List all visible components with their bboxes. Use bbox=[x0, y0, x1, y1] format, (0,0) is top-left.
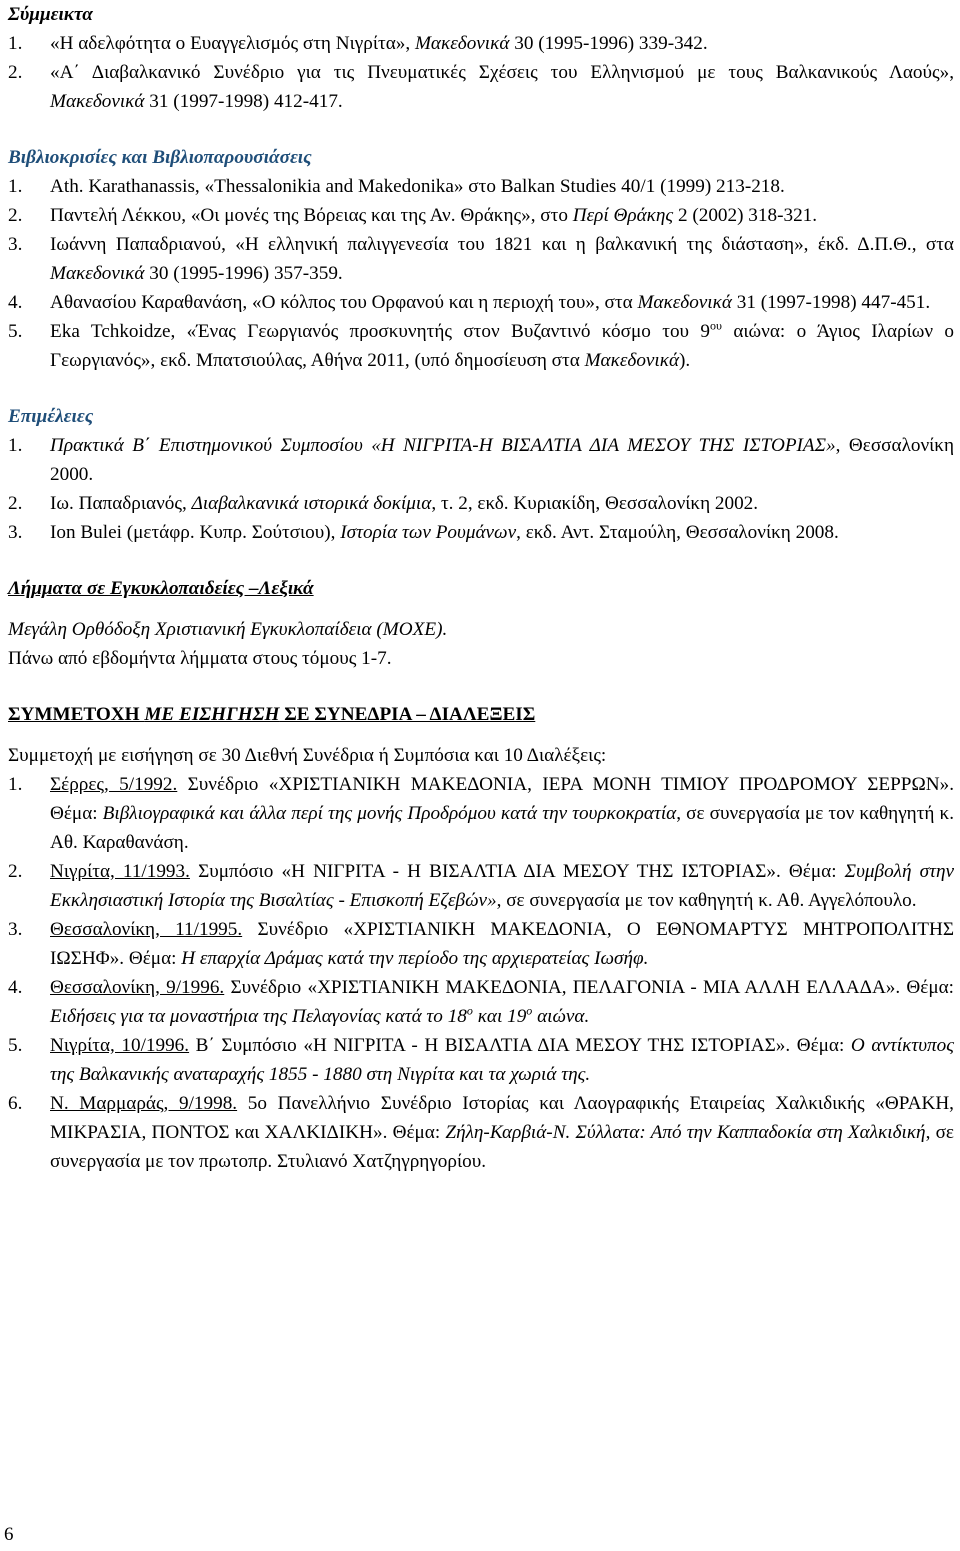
item-text: , σε συνεργασία με τον καθηγητή κ. Αθ. Αγγελόπουλο. bbox=[496, 890, 917, 911]
item-text: Συμπόσιο «Η ΝΙΓΡΙΤΑ - Η ΒΙΣΑΛΤΙΑ ΔΙΑ ΜΕΣΟΥ ΤΗΣ ΙΣΤΟΡΙΑΣ». Θέμα: bbox=[189, 861, 845, 882]
heading-reviews: Βιβλιοκρισίες και Βιβλιοπαρουσιάσεις bbox=[8, 147, 312, 168]
heading-encyclopedia: Λήμματα σε Εγκυκλοπαιδείες –Λεξικά bbox=[8, 578, 314, 599]
item-number: 2. bbox=[8, 861, 23, 882]
item-number: 5. bbox=[8, 321, 23, 342]
item-number: 6. bbox=[8, 1093, 23, 1114]
item-italic-text: Ειδήσεις για τα μοναστήρια της Πελαγονίας κατά το 18 bbox=[50, 1006, 467, 1027]
item-italic-text: Πρακτικά Β΄ Επιστημονικού Συμποσίου «Η ΝΙΓΡΙΤΑ-Η ΒΙΣΑΛΤΙΑ ΔΙΑ ΜΕΣΟΥ ΤΗΣ ΙΣΤΟΡΙΑΣ» bbox=[50, 435, 836, 456]
item-text: 30 (1995-1996) 357-359. bbox=[144, 263, 343, 284]
item-number: 4. bbox=[8, 977, 23, 998]
heading-part: ΣΥΜΜΕΤΟΧΗ bbox=[8, 704, 145, 725]
heading-conferences bbox=[8, 700, 954, 729]
item-text: Συνέδριο «ΧΡΙΣΤΙΑΝΙΚΗ ΜΑΚΕΔΟΝΙΑ, Ο ΕΘΝΟΜΑΡΤΥΣ ΜΗΤΡΟΠΟΛΙΤΗΣ ΙΩΣΗΦ». Θέμα: bbox=[50, 919, 954, 969]
list-item bbox=[8, 29, 954, 58]
item-text: 30 (1995-1996) 339-342. bbox=[509, 33, 708, 54]
item-number: 5. bbox=[8, 1035, 23, 1056]
list-item bbox=[8, 915, 954, 973]
item-place: Νιγρίτα, 10/1996. bbox=[50, 1035, 190, 1056]
item-text: Β΄ Συμπόσιο «Η ΝΙΓΡΙΤΑ - Η ΒΙΣΑΛΤΙΑ ΔΙΑ ΜΕΣΟΥ ΤΗΣ ΙΣΤΟΡΙΑΣ». Θέμα: bbox=[189, 1035, 851, 1056]
item-text: Παντελή Λέκκου, «Οι μονές της Βόρειας και της Αν. Θράκης», στο bbox=[50, 205, 573, 226]
list-item bbox=[8, 973, 954, 1031]
list-item bbox=[8, 58, 954, 116]
encyclopedia-line: Μεγάλη Ορθόδοξη Χριστιανική Εγκυκλοπαίδεια (ΜΟΧΕ). bbox=[8, 619, 448, 640]
spacer bbox=[8, 673, 954, 700]
item-italic-text: Ο αντίκτυπος της Βαλκανικής αναταραχής 1855 - 1880 στη Νιγρίτα και τα χωριά της. bbox=[50, 1035, 954, 1085]
item-italic-text: Ζήλη-Καρβιά-Ν. Σύλλατα: Από την Καππαδοκία στη Χαλκιδική bbox=[445, 1122, 926, 1143]
item-italic-text: Μακεδονικά bbox=[50, 263, 145, 284]
item-text: 5ο Πανελλήνιο Συνέδριο Ιστορίας και Λαογραφικής Εταιρείας Χαλκιδικής «ΘΡΑΚΗ, ΜΙΚΡΑΣΙΑ, ΠΟΝΤΟΣ και ΧΑΛΚΙΔΙΚΗ». Θέμα: bbox=[50, 1093, 954, 1143]
item-text: 31 (1997-1998) 447-451. bbox=[731, 292, 931, 313]
mixed-list bbox=[8, 29, 954, 116]
item-number: 4. bbox=[8, 292, 23, 313]
list-item bbox=[8, 431, 954, 489]
item-place: Σέρρες, 5/1992. bbox=[50, 774, 178, 795]
spacer bbox=[8, 116, 954, 143]
item-number: 2. bbox=[8, 205, 23, 226]
item-italic-text: Περί Θράκης bbox=[572, 205, 674, 226]
list-item bbox=[8, 857, 954, 915]
document-page bbox=[8, 0, 954, 1176]
item-italic-text: Μακεδονικά bbox=[584, 350, 680, 371]
superscript: ου bbox=[710, 318, 722, 333]
item-number: 3. bbox=[8, 522, 23, 543]
item-number: 3. bbox=[8, 919, 23, 940]
item-text: , σε συνεργασία με τον καθηγητή κ. Αθ. Καραθανάση. bbox=[50, 803, 955, 853]
item-text: Ath. Karathanassis, «Thessalonikia and Makedonika» στο Balkan Studies 40/1 (1999) 213-218. bbox=[50, 176, 785, 197]
item-italic-text: και 19 bbox=[472, 1006, 527, 1027]
heading-editions: Επιμέλειες bbox=[8, 406, 94, 427]
encyclopedia-line: Πάνω από εβδομήντα λήμματα στους τόμους 1-7. bbox=[8, 648, 392, 669]
item-text: Ιω. Παπαδριανός, bbox=[50, 493, 192, 514]
item-place: Ν. Μαρμαράς, 9/1998. bbox=[50, 1093, 238, 1114]
item-text: , τ. 2, εκδ. Κυριακίδη, Θεσσαλονίκη 2002. bbox=[431, 493, 759, 514]
reviews-list bbox=[8, 172, 954, 375]
list-item bbox=[8, 489, 954, 518]
item-text: Eka Tchkoidze, «Ένας Γεωργιανός προσκυνητής στον Βυζαντινό κόσμο του 9 bbox=[50, 321, 711, 342]
item-text: , σε συνεργασία με τον πρωτοπρ. Στυλιανό Χατζηγρηγορίου. bbox=[50, 1122, 954, 1172]
conferences-intro: Συμμετοχή με εισήγηση σε 30 Διεθνή Συνέδρια ή Συμπόσια και 10 Διαλέξεις: bbox=[8, 745, 607, 766]
item-text: «Η αδελφότητα ο Ευαγγελισμός στη Νιγρίτα», bbox=[50, 33, 415, 54]
editions-list bbox=[8, 431, 954, 547]
list-item bbox=[8, 770, 954, 857]
item-place: Θεσσαλονίκη, 11/1995. bbox=[50, 919, 243, 940]
item-italic-text: αιώνα. bbox=[532, 1006, 590, 1027]
item-text: «Α΄ Διαβαλκανικό Συνέδριο για τις Πνευματικές Σχέσεις του Ελληνισμού με τους Βαλκανικούς Λαούς», bbox=[50, 62, 954, 83]
heading-mixed: Σύμμεικτα bbox=[8, 4, 93, 25]
item-text: Συνέδριο «ΧΡΙΣΤΙΑΝΙΚΗ ΜΑΚΕΔΟΝΙΑ, ΙΕΡΑ ΜΟΝΗ ΤΙΜΙΟΥ ΠΡΟΔΡΟΜΟΥ ΣΕΡΡΩΝ». Θέμα: bbox=[50, 774, 954, 824]
list-item bbox=[8, 172, 954, 201]
item-italic-text: Η επαρχία Δράμας κατά την περίοδο της αρχιερατείας Ιωσήφ. bbox=[181, 948, 649, 969]
item-text: , εκδ. Αντ. Σταμούλη, Θεσσαλονίκη 2008. bbox=[516, 522, 839, 543]
item-italic-text: Βιβλιογραφικά και άλλα περί της μονής Προδρόμου κατά την τουρκοκρατία bbox=[102, 803, 677, 824]
item-number: 1. bbox=[8, 435, 23, 456]
page-number: 6 bbox=[4, 1524, 14, 1545]
item-italic-text: Συμβολή στην Εκκλησιαστική Ιστορία της Βισαλτίας - Επισκοπή Εζεβών» bbox=[50, 861, 954, 911]
item-text: αιώνα: ο Άγιος Ιλαρίων ο Γεωργιανός», εκδ. Μπατσιούλας, Αθήνα 2011, (υπό δημοσίευση στα bbox=[50, 321, 954, 371]
item-text: Ion Bulei (μετάφρ. Κυπρ. Σούτσιου), bbox=[50, 522, 341, 543]
item-italic-text: Μακεδονικά bbox=[637, 292, 732, 313]
list-item bbox=[8, 317, 954, 375]
item-text: Συνέδριο «ΧΡΙΣΤΙΑΝΙΚΗ ΜΑΚΕΔΟΝΙΑ, ΠΕΛΑΓΟΝΙΑ - ΜΙΑ ΑΛΛΗ ΕΛΛΑΔΑ». Θέμα: bbox=[224, 977, 955, 998]
spacer bbox=[8, 603, 954, 615]
item-italic-text: Διαβαλκανικά ιστορικά δοκίμια bbox=[191, 493, 432, 514]
item-text: 2 (2002) 318-321. bbox=[673, 205, 818, 226]
spacer bbox=[8, 547, 954, 574]
item-italic-text: Μακεδονικά bbox=[50, 91, 145, 112]
list-item bbox=[8, 230, 954, 288]
list-item bbox=[8, 201, 954, 230]
item-text: , Θεσσαλονίκη 2000. bbox=[50, 435, 955, 485]
list-item bbox=[8, 1031, 954, 1089]
item-text: Ιωάννη Παπαδριανού, «Η ελληνική παλιγγενεσία του 1821 και η βαλκανική της διάσταση», έκδ. Δ.Π.Θ., στα bbox=[50, 234, 954, 255]
item-place: Θεσσαλονίκη, 9/1996. bbox=[50, 977, 225, 998]
item-text: 31 (1997-1998) 412-417. bbox=[144, 91, 343, 112]
item-text: ). bbox=[679, 350, 691, 371]
item-italic-text: Ιστορία των Ρουμάνων bbox=[340, 522, 517, 543]
list-item bbox=[8, 288, 954, 317]
heading-part: ΜΕ ΕΙΣΗΓΗΣΗ bbox=[144, 704, 280, 725]
heading-part: ΣΕ ΣΥΝΕΔΡΙΑ – ΔΙΑΛΕΞΕΙΣ bbox=[279, 704, 536, 725]
list-item bbox=[8, 1089, 954, 1176]
spacer bbox=[8, 729, 954, 741]
item-number: 1. bbox=[8, 774, 23, 795]
superscript: ο bbox=[526, 1003, 533, 1018]
item-italic-text: Μακεδονικά bbox=[414, 33, 510, 54]
item-number: 1. bbox=[8, 33, 23, 54]
item-text: Αθανασίου Καραθανάση, «Ο κόλπος του Ορφανού και η περιοχή του», στα bbox=[50, 292, 638, 313]
item-number: 1. bbox=[8, 176, 23, 197]
item-number: 2. bbox=[8, 493, 23, 514]
item-number: 2. bbox=[8, 62, 23, 83]
item-place: Νιγρίτα, 11/1993. bbox=[50, 861, 190, 882]
list-item bbox=[8, 518, 954, 547]
superscript: ο bbox=[466, 1003, 473, 1018]
spacer bbox=[8, 375, 954, 402]
item-number: 3. bbox=[8, 234, 23, 255]
conferences-list bbox=[8, 770, 954, 1176]
